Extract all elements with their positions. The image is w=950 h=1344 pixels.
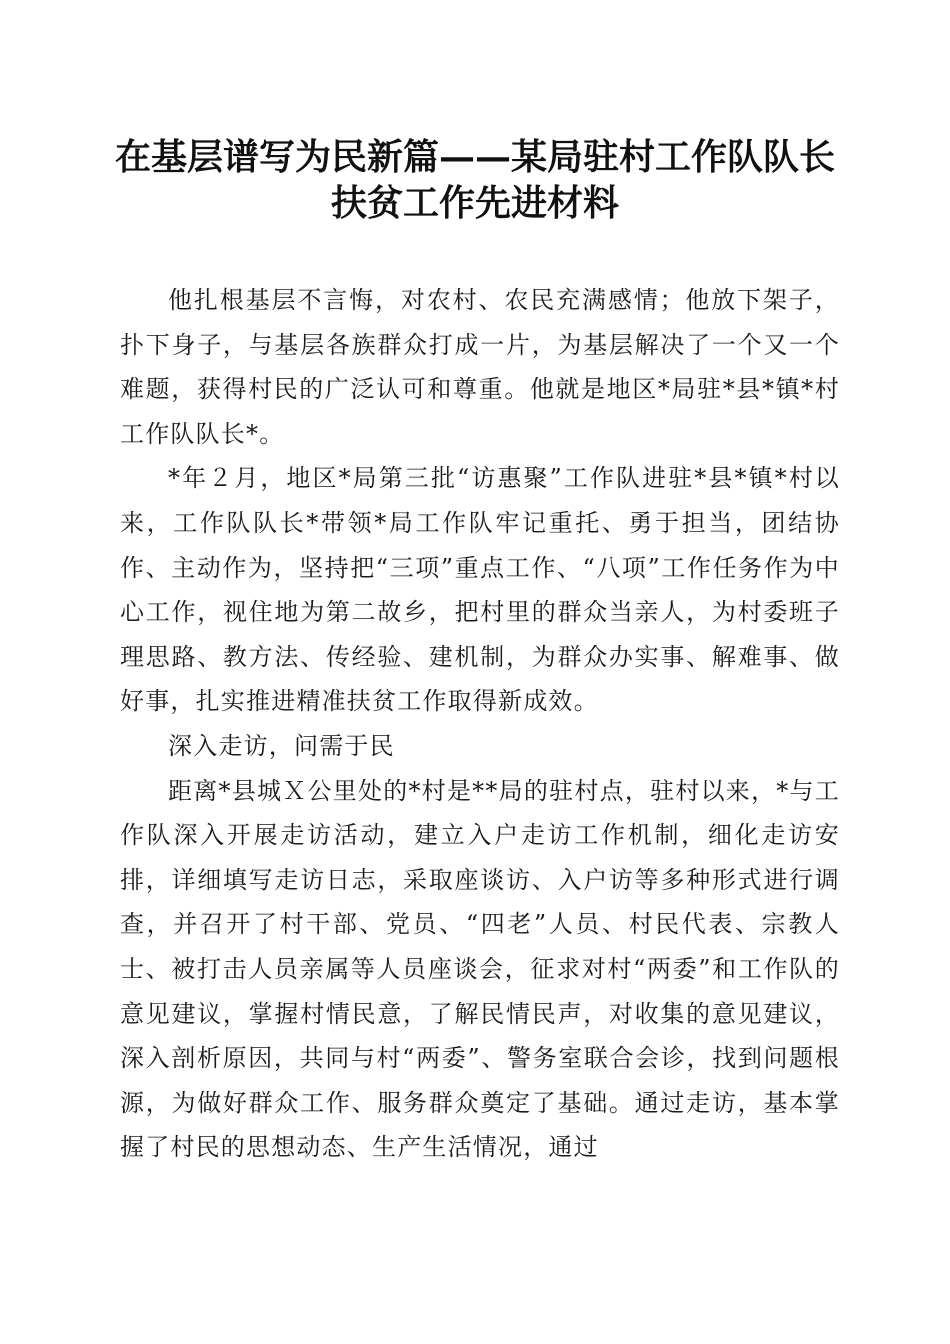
title-line-2: 扶贫工作先进材料: [330, 182, 619, 224]
paragraph-overview: *年２月，地区*局第三批“访惠聚”工作队进驻*县*镇*村以来，工作队队长*带领*局工作队牢记重托、勇于担当，团结协作、主动作为，坚持把“三项”重点工作、“八项”工作任务作为中心工作，视住地为第二故乡，把村里的群众当亲人，为村委班子理思路、教方法、传经验、建机制，为群众办实事、解难事、做好事，扎实推进精准扶贫工作取得新成效。: [120, 464, 840, 716]
document-title: [100, 134, 850, 226]
title-line-1: 在基层谱写为民新篇——某局驻村工作队队长: [114, 136, 835, 178]
paragraph-intro: 他扎根基层不言悔，对农村、农民充满感情；他放下架子，扑下身子，与基层各族群众打成一片，为基层解决了一个又一个难题，获得村民的广泛认可和尊重。他就是地区*局驻*县*镇*村工作队队长*。: [120, 286, 840, 448]
section-heading: 深入走访，问需于民: [168, 731, 395, 760]
document-body: [120, 278, 840, 1170]
paragraph-visits: 距离*县城Ｘ公里处的*村是**局的驻村点，驻村以来，*与工作队深入开展走访活动，建立入户走访工作机制，细化走访安排，详细填写走访日志，采取座谈访、入户访等多种形式进行调查，并召开了村干部、党员、“四老”人员、村民代表、宗教人士、被打击人员亲属等人员座谈会，征求对村“两委”和工作队的意见建议，掌握村情民意，了解民情民声，对收集的意见建议，深入剖析原因，共同与村“两委”、警务室联合会诊，找到问题根源，为做好群众工作、服务群众奠定了基础。通过走访，基本掌握了村民的思想动态、生产生活情况，通过: [120, 776, 840, 1162]
